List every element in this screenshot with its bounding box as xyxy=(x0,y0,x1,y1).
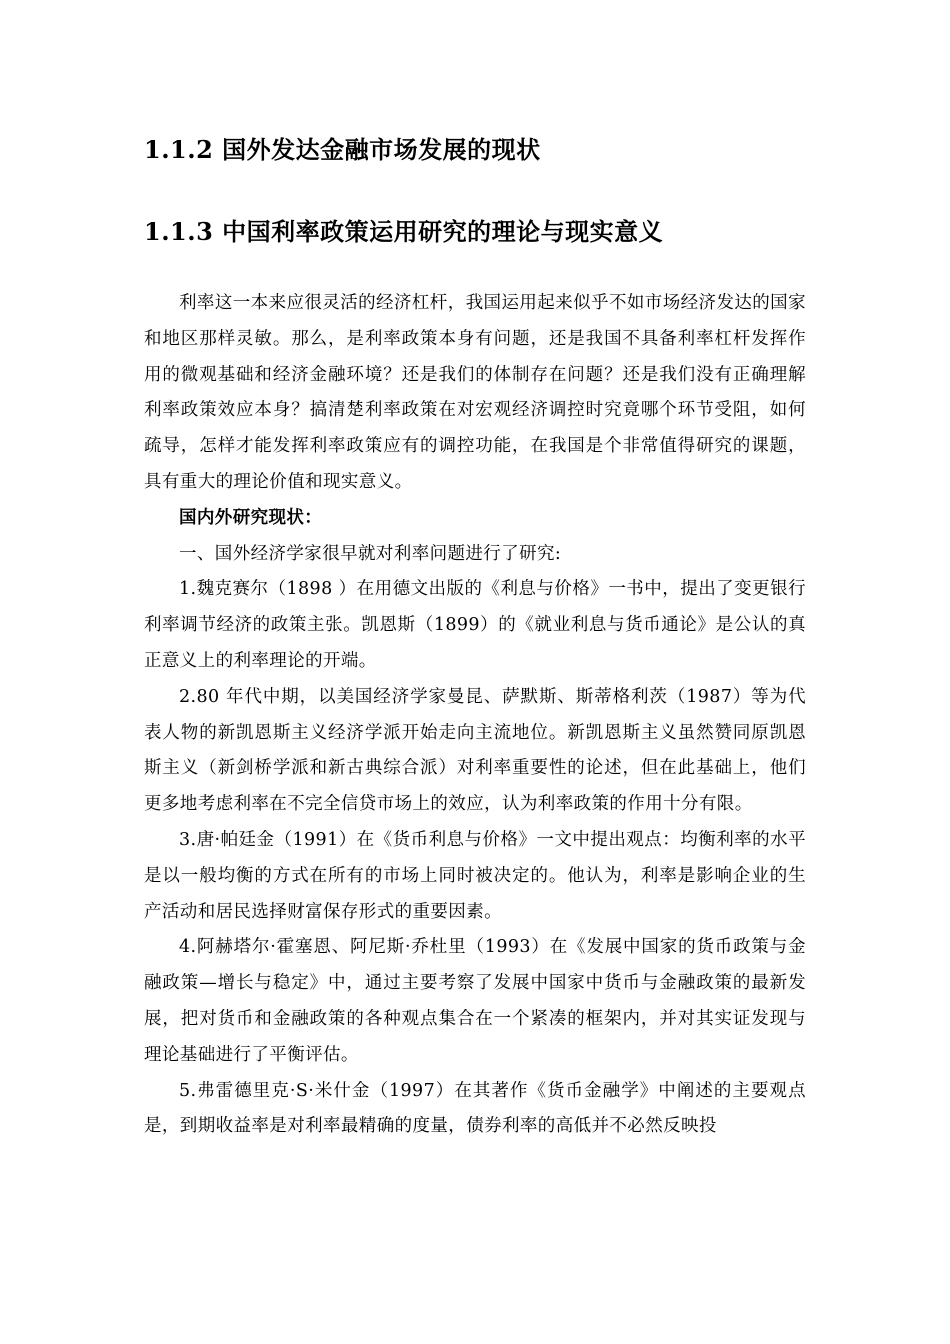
paragraph-item-4: 4.阿赫塔尔·霍塞恩、阿尼斯·乔杜里（1993）在《发展中国家的货币政策与金融政策—增长与稳定》中，通过主要考察了发展中国家中货币与金融政策的最新发展，把对货币和金融政策的各种观点集合在一个紧凑的框架内，并对其实证发现与理论基础进行了平衡评估。 xyxy=(144,937,806,1065)
section-heading-1-1-2: 1.1.2 国外发达金融市场发展的现状 xyxy=(144,135,541,164)
paragraph-significance: 利率这一本来应很灵活的经济杠杆，我国运用起来似乎不如市场经济发达的国家和地区那样灵敏。那么，是利率政策本身有问题，还是我国不具备利率杠杆发挥作用的微观基础和经济金融环境？还是我们的体制存在问题？还是我们没有正确理解利率政策效应本身？搞清楚利率政策在对宏观经济调控时究竟哪个环节受阻，如何疏导，怎样才能发挥利率政策应有的调控功能，在我国是个非常值得研究的课题，具有重大的理论价值和现实意义。 xyxy=(144,293,806,492)
paragraph-item-3: 3.唐·帕廷金（1991）在《货币利息与价格》一文中提出观点：均衡利率的水平是以一般均衡的方式在所有的市场上同时被决定的。他认为，利率是影响企业的生产活动和居民选择财富保存形式的重要因素。 xyxy=(144,829,806,922)
paragraph-item-1: 1.魏克赛尔（1898 ）在用德文出版的《利息与价格》一书中，提出了变更银行利率调节经济的政策主张。凯恩斯（1899）的《就业利息与货币通论》是公认的真正意义上的利率理论的开端。 xyxy=(144,579,806,671)
body-text xyxy=(144,286,806,1145)
paragraph-foreign-intro: 一、国外经济学家很早就对利率问题进行了研究: xyxy=(179,543,562,564)
paragraph-item-2: 2.80 年代中期，以美国经济学家曼昆、萨默斯、斯蒂格利茨（1987）等为代表人物的新凯恩斯主义经济学派开始走向主流地位。新凯恩斯主义虽然赞同原凯恩斯主义（新剑桥学派和新古典综合派）对利率重要性的论述，但在此基础上，他们更多地考虑利率在不完全信贷市场上的效应，认为利率政策的作用十分有限。 xyxy=(144,686,806,815)
subheading-research-status: 国内外研究现状： xyxy=(179,507,323,528)
paragraph-item-5: 5.弗雷德里克·S·米什金（1997）在其著作《货币金融学》中阐述的主要观点是，到期收益率是对利率最精确的度量，债券利率的高低并不必然反映投 xyxy=(144,1080,806,1137)
section-heading-1-1-3: 1.1.3 中国利率政策运用研究的理论与现实意义 xyxy=(144,217,664,246)
